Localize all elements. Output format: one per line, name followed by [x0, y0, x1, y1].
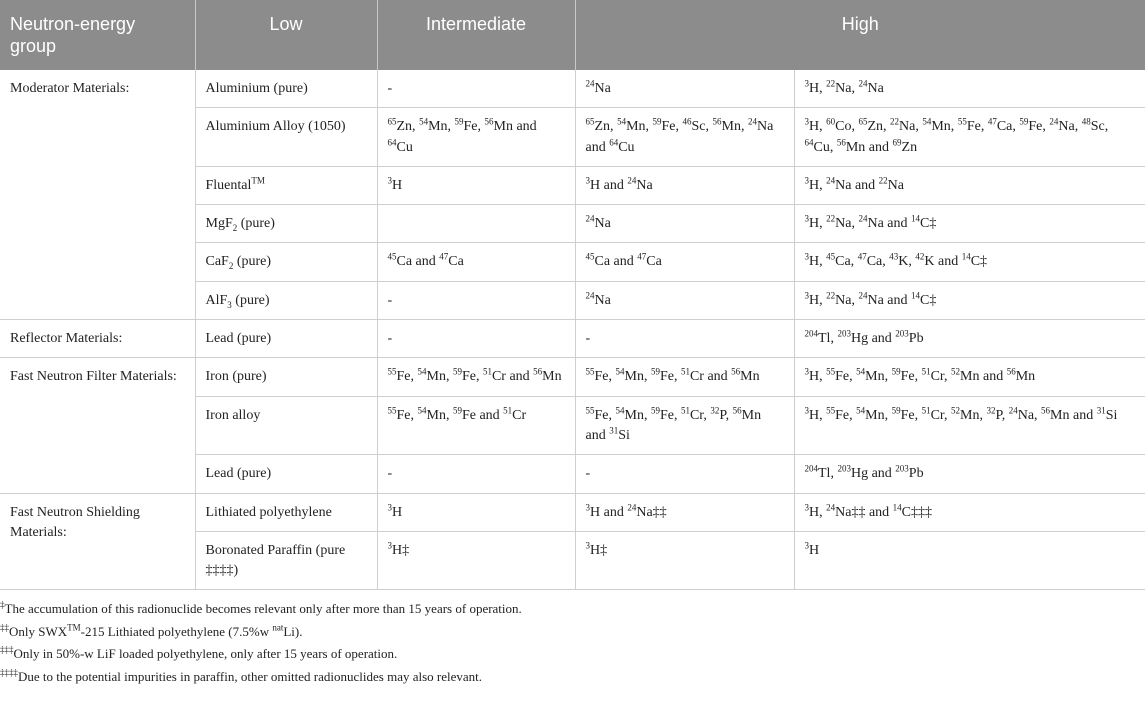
high-cell: $^{204}$Tl, $^{203}$Hg and $^{203}$Pb: [794, 455, 1145, 493]
footnote: ‡‡‡Only in 50%-w LiF loaded polyethylene, only after 15 years of operation.: [0, 645, 398, 662]
low-cell: $^{55}$Fe, $^{54}$Mn, $^{59}$Fe, $^{51}$Cr and $^{56}$Mn: [377, 358, 575, 396]
material-cell: Boronated Paraffin (pure ‡‡‡‡): [195, 531, 377, 590]
material-cell: Aluminium Alloy (1050): [195, 108, 377, 167]
intermediate-cell: $^3$H‡: [575, 531, 794, 590]
low-cell: $^{45}$Ca and $^{47}$Ca: [377, 243, 575, 281]
low-cell: -: [377, 70, 575, 108]
high-cell: $^3$H, $^{22}$Na, $^{24}$Na and $^{14}$C‡: [794, 281, 1145, 319]
intermediate-cell: $^{24}$Na: [575, 70, 794, 108]
low-cell: -: [377, 455, 575, 493]
footnote: ‡‡‡‡Due to the potential impurities in paraffin, other omitted radionuclides may also relevant.: [0, 667, 483, 684]
group-label: Moderator Materials:: [0, 70, 195, 320]
high-cell: $^3$H, $^{22}$Na, $^{24}$Na and $^{14}$C‡: [794, 205, 1145, 243]
intermediate-cell: $^3$H and $^{24}$Na: [575, 166, 794, 204]
high-cell: $^{204}$Tl, $^{203}$Hg and $^{203}$Pb: [794, 320, 1145, 358]
intermediate-cell: -: [575, 320, 794, 358]
low-cell: $^3$H‡: [377, 531, 575, 590]
material-cell: Iron alloy: [195, 396, 377, 455]
material-cell: AlF$_3$ (pure): [195, 281, 377, 319]
material-cell: Lead (pure): [195, 455, 377, 493]
table-row: [0, 358, 1145, 396]
footnote: ‡The accumulation of this radionuclide becomes relevant only after more than 15 years of operation.: [0, 600, 522, 617]
low-cell: $^3$H: [377, 493, 575, 531]
low-cell: $^{65}$Zn, $^{54}$Mn, $^{59}$Fe, $^{56}$Mn and $^{64}$Cu: [377, 108, 575, 167]
intermediate-cell: $^{45}$Ca and $^{47}$Ca: [575, 243, 794, 281]
group-label: Fast Neutron Shielding Materials:: [0, 493, 195, 590]
intermediate-cell: $^{24}$Na: [575, 205, 794, 243]
group-label: Reflector Materials:: [0, 320, 195, 358]
material-cell: CaF$_2$ (pure): [195, 243, 377, 281]
intermediate-cell: $^{65}$Zn, $^{54}$Mn, $^{59}$Fe, $^{46}$Sc, $^{56}$Mn, $^{24}$Na and $^{64}$Cu: [575, 108, 794, 167]
high-cell: $^3$H: [794, 531, 1145, 590]
intermediate-cell: $^{55}$Fe, $^{54}$Mn, $^{59}$Fe, $^{51}$Cr and $^{56}$Mn: [575, 358, 794, 396]
low-cell: [377, 205, 575, 243]
low-cell: $^3$H: [377, 166, 575, 204]
high-cell: $^3$H, $^{60}$Co, $^{65}$Zn, $^{22}$Na, $^{54}$Mn, $^{55}$Fe, $^{47}$Ca, $^{59}$Fe, $^{24}$Na, $^{48}$Sc, $^{64}$Cu, $^{56}$Mn and $^{69}$Zn: [794, 108, 1145, 167]
intermediate-cell: $^{55}$Fe, $^{54}$Mn, $^{59}$Fe, $^{51}$Cr, $^{32}$P, $^{56}$Mn and $^{31}$Si: [575, 396, 794, 455]
table-row: [0, 320, 1145, 358]
material-cell: MgF$_2$ (pure): [195, 205, 377, 243]
material-cell: Lithiated polyethylene: [195, 493, 377, 531]
material-cell: Iron (pure): [195, 358, 377, 396]
footnote: ‡‡Only SWX™-215 Lithiated polyethylene (7.5%w $^{nat}$Li).: [0, 622, 303, 639]
material-cell: Lead (pure): [195, 320, 377, 358]
high-cell: $^3$H, $^{24}$Na and $^{22}$Na: [794, 166, 1145, 204]
high-cell: $^3$H, $^{24}$Na‡‡ and $^{14}$C‡‡‡: [794, 493, 1145, 531]
low-cell: -: [377, 281, 575, 319]
intermediate-cell: $^3$H and $^{24}$Na‡‡: [575, 493, 794, 531]
high-cell: $^3$H, $^{55}$Fe, $^{54}$Mn, $^{59}$Fe, $^{51}$Cr, $^{52}$Mn and $^{56}$Mn: [794, 358, 1145, 396]
header-high: High: [575, 0, 1145, 70]
header-row: [0, 0, 1145, 70]
high-cell: $^3$H, $^{55}$Fe, $^{54}$Mn, $^{59}$Fe, $^{51}$Cr, $^{52}$Mn, $^{32}$P, $^{24}$Na, $^{56}$Mn and $^{31}$Si: [794, 396, 1145, 455]
intermediate-cell: $^{24}$Na: [575, 281, 794, 319]
intermediate-cell: -: [575, 455, 794, 493]
header-group: Neutron-energy group: [0, 0, 195, 70]
group-label: Fast Neutron Filter Materials:: [0, 358, 195, 493]
material-cell: Fluental™: [195, 166, 377, 204]
material-cell: Aluminium (pure): [195, 70, 377, 108]
high-cell: $^3$H, $^{45}$Ca, $^{47}$Ca, $^{43}$K, $^{42}$K and $^{14}$C‡: [794, 243, 1145, 281]
table-row: [0, 493, 1145, 531]
low-cell: $^{55}$Fe, $^{54}$Mn, $^{59}$Fe and $^{51}$Cr: [377, 396, 575, 455]
header-intermediate: Intermediate: [377, 0, 575, 70]
footnotes: [0, 598, 1145, 688]
table-row: [0, 70, 1145, 108]
low-cell: -: [377, 320, 575, 358]
high-cell: $^3$H, $^{22}$Na, $^{24}$Na: [794, 70, 1145, 108]
header-low: Low: [195, 0, 377, 70]
